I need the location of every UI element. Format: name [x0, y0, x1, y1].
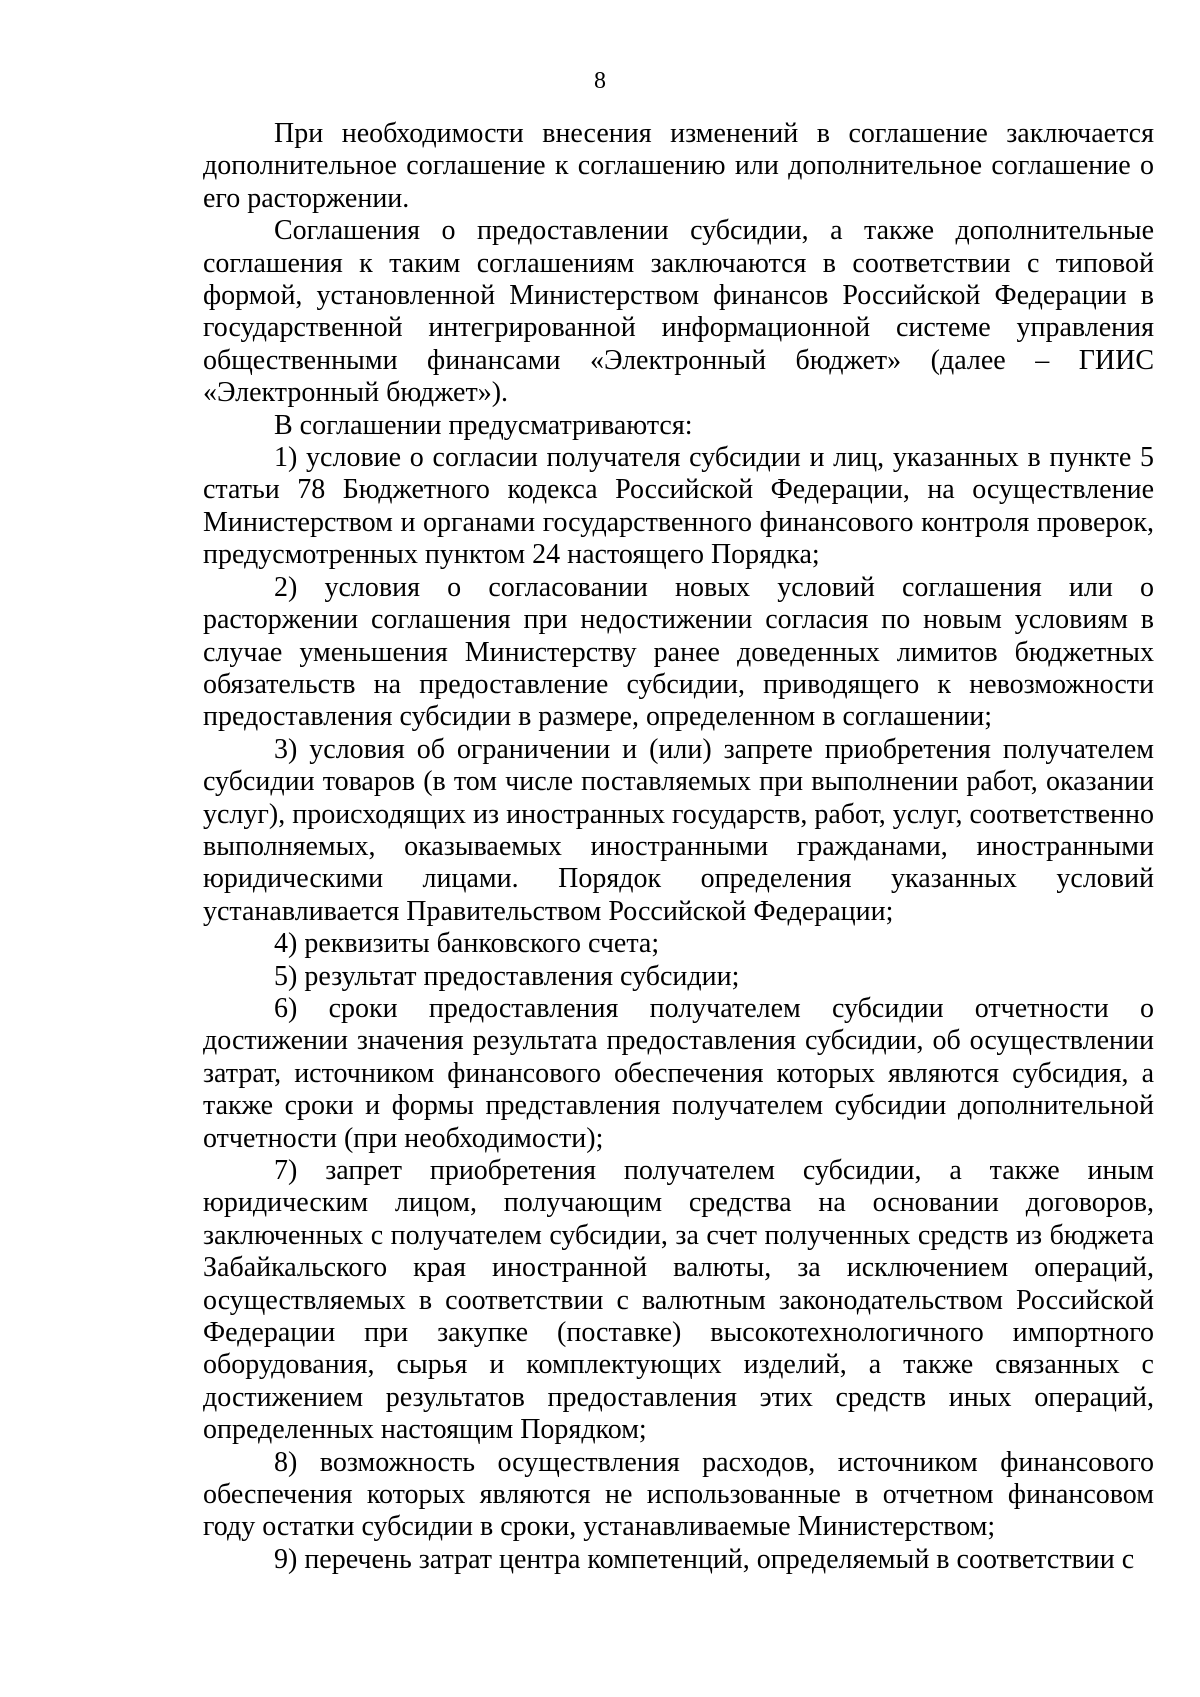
list-item-8: 8) возможность осуществления расходов, источником финансового обеспечения которых являются не использованные в отчетном финансовом году остатки субсидии в сроки, устанавливаемые Министерством;	[203, 1446, 1154, 1543]
list-item-2: 2) условия о согласовании новых условий соглашения или о расторжении соглашения при недостижении согласия по новым условиям в случае уменьшения Министерству ранее доведенных лимитов бюджетных обязательств на предоставление субсидии, приводящего к невозможности предоставления субсидии в размере, определенном в соглашении;	[203, 571, 1154, 733]
list-item-5: 5) результат предоставления субсидии;	[274, 960, 740, 992]
document-body	[203, 118, 1154, 1576]
paragraph-agreements-form: Соглашения о предоставлении субсидии, а также дополнительные соглашения к таким соглашениям заключаются в соответствии с типовой формой, установленной Министерством финансов Российской Федерации в государственной интегрированной информационной системе управления общественными финансами «Электронный бюджет» (далее – ГИИС «Электронный бюджет»).	[203, 215, 1154, 409]
paragraph-agreement-provisions: В соглашении предусматриваются:	[274, 409, 693, 441]
list-item-3: 3) условия об ограничении и (или) запрете приобретения получателем субсидии товаров (в том числе поставляемых при выполнении работ, оказании услуг), происходящих из иностранных государств, работ, услуг, соответственно выполняемых, оказываемых иностранными гражданами, иностранными юридическими лицами. Порядок определения указанных условий устанавливается Правительством Российской Федерации;	[203, 733, 1154, 927]
list-item-1: 1) условие о согласии получателя субсидии и лиц, указанных в пункте 5 статьи 78 Бюджетного кодекса Российской Федерации, на осуществление Министерством и органами государственного финансового контроля проверок, предусмотренных пунктом 24 настоящего Порядка;	[203, 442, 1154, 571]
paragraph-amendments: При необходимости внесения изменений в соглашение заключается дополнительное соглашение к соглашению или дополнительное соглашение о его расторжении.	[203, 118, 1154, 214]
list-item-7: 7) запрет приобретения получателем субсидии, а также иным юридическим лицом, получающим средства на основании договоров, заключенных с получателем субсидии, за счет полученных средств из бюджета Забайкальского края иностранной валюты, за исключением операций, осуществляемых в соответствии с валютным законодательством Российской Федерации при закупке (поставке) высокотехнологичного импортного оборудования, сырья и комплектующих изделий, а также связанных с достижением результатов предоставления этих средств иных операций, определенных настоящим Порядком;	[203, 1155, 1154, 1446]
list-item-4: 4) реквизиты банковского счета;	[274, 928, 660, 960]
list-item-9: 9) перечень затрат центра компетенций, определяемый в соответствии с	[274, 1543, 1135, 1575]
list-item-6: 6) сроки предоставления получателем субсидии отчетности о достижении значения результата предоставления субсидии, об осуществлении затрат, источником финансового обеспечения которых являются субсидия, а также сроки и формы представления получателем субсидии дополнительной отчетности (при необходимости);	[203, 992, 1154, 1154]
page-number: 8	[594, 68, 606, 94]
